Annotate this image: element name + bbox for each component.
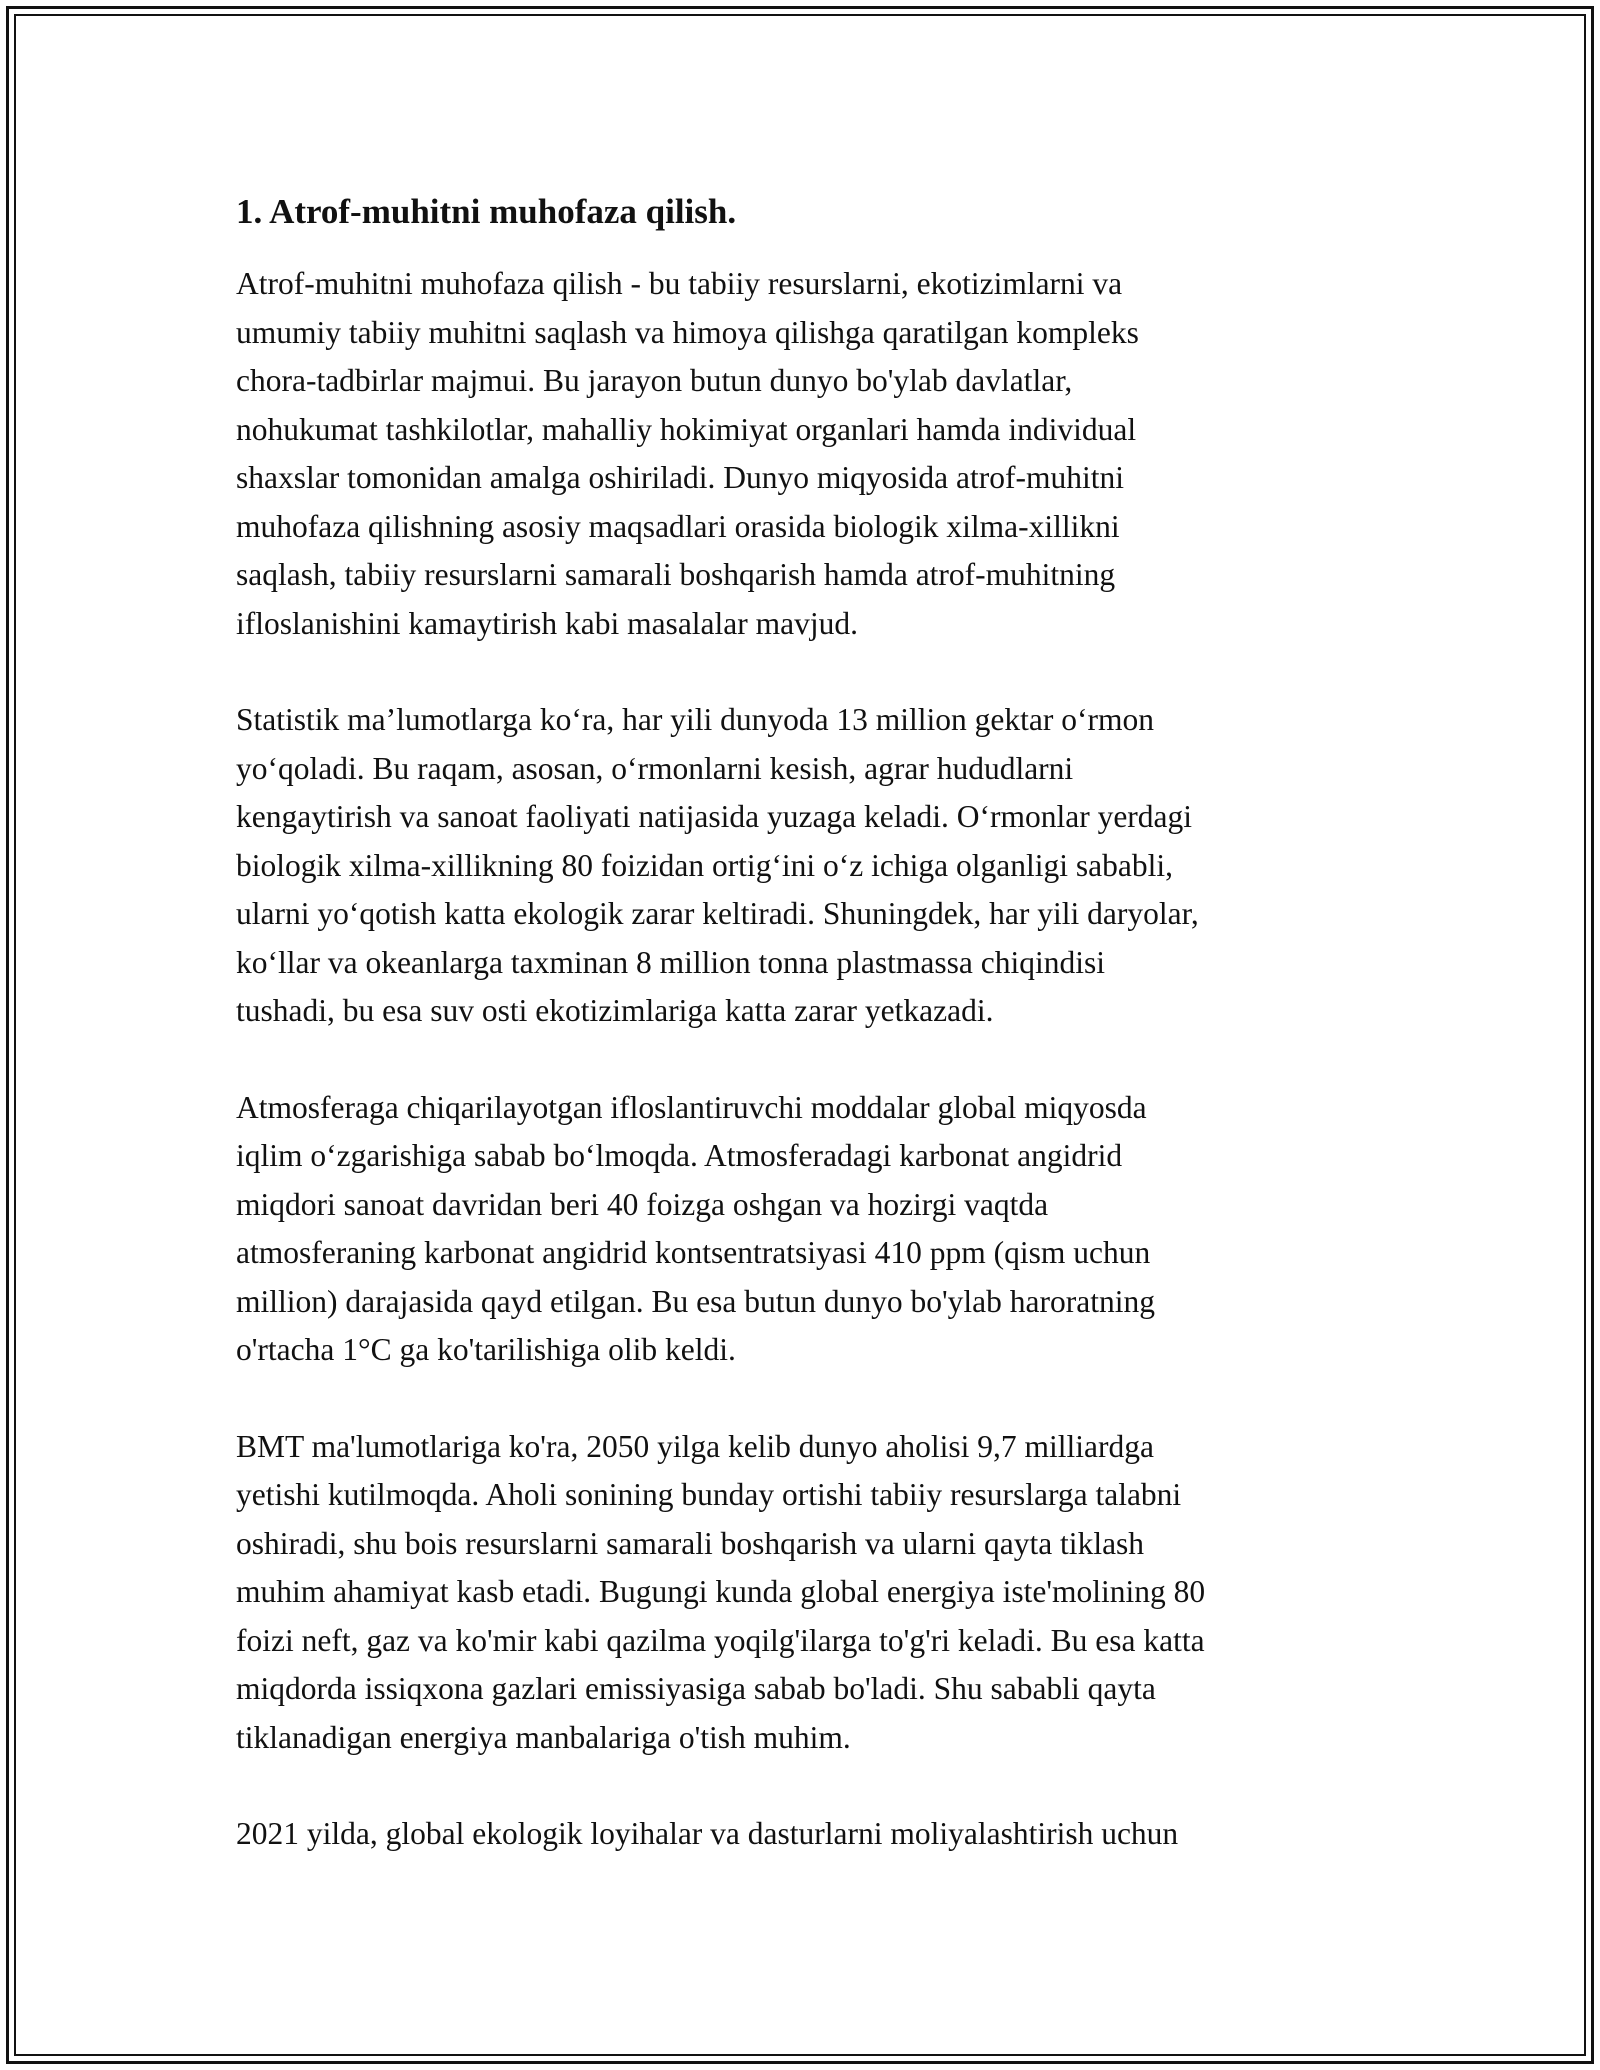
paragraph-forest-statistics: Statistik ma’lumotlarga koʻra, har yili dunyoda 13 million gektar oʻrmon yoʻqoladi. Bu raqam, asosan, oʻrmonlarni kesish, agrar hududlarni kengaytirish va sanoat faoliyati natijasida yuzaga keladi. Oʻrmonlar yerdagi biologik xilma-xillikning 80 foizidan ortigʻini oʻz ichiga olganligi sababli, ularni yoʻqotish katta ekologik zarar keltiradi. Shuningdek, har yili daryolar, koʻllar va okeanlarga taxminan 8 million tonna plastmassa chiqindisi tushadi, bu esa suv osti ekotizimlariga katta zarar yetkazadi. bbox=[236, 702, 1199, 1028]
section-heading: 1. Atrof-muhitni muhofaza qilish. bbox=[236, 192, 737, 231]
paragraph-atmosphere: Atmosferaga chiqarilayotgan ifloslantiruvchi moddalar global miqyosda iqlim oʻzgarishiga sabab boʻlmoqda. Atmosferadagi karbonat angidrid miqdori sanoat davridan beri 40 foizga oshgan va hozirgi vaqtda atmosferaning karbonat angidrid kontsentratsiyasi 410 ppm (qism uchun million) darajasida qayd etilgan. Bu esa butun dunyo bo'ylab haroratning o'rtacha 1°C ga ko'tarilishiga olib keldi. bbox=[236, 1089, 1155, 1367]
paragraph-2021-funding: 2021 yilda, global ekologik loyihalar va dasturlarni moliyalashtirish uchun bbox=[236, 1816, 1179, 1851]
document-body bbox=[236, 188, 1376, 1907]
paragraph-population-energy: BMT ma'lumotlariga ko'ra, 2050 yilga kelib dunyo aholisi 9,7 milliardga yetishi kutilmoqda. Aholi sonining bunday ortishi tabiiy resurslarga talabni oshiradi, shu bois resurslarni samarali boshqarish va ularni qayta tiklash muhim ahamiyat kasb etadi. Bugungi kunda global energiya iste'molining 80 foizi neft, gaz va ko'mir kabi qazilma yoqilg'ilarga to'g'ri keladi. Bu esa katta miqdorda issiqxona gazlari emissiyasiga sabab bo'ladi. Shu sababli qayta tiklanadigan energiya manbalariga o'tish muhim. bbox=[236, 1428, 1206, 1755]
paragraph-intro: Atrof-muhitni muhofaza qilish - bu tabiiy resurslarni, ekotizimlarni va umumiy tabiiy muhitni saqlash va himoya qilishga qaratilgan kompleks chora-tadbirlar majmui. Bu jarayon butun dunyo bo'ylab davlatlar, nohukumat tashkilotlar, mahalliy hokimiyat organlari hamda individual shaxslar tomonidan amalga oshiriladi. Dunyo miqyosida atrof-muhitni muhofaza qilishning asosiy maqsadlari orasida biologik xilma-xillikni saqlash, tabiiy resurslarni samarali boshqarish hamda atrof-muhitning ifloslanishini kamaytirish kabi masalalar mavjud. bbox=[236, 266, 1139, 641]
